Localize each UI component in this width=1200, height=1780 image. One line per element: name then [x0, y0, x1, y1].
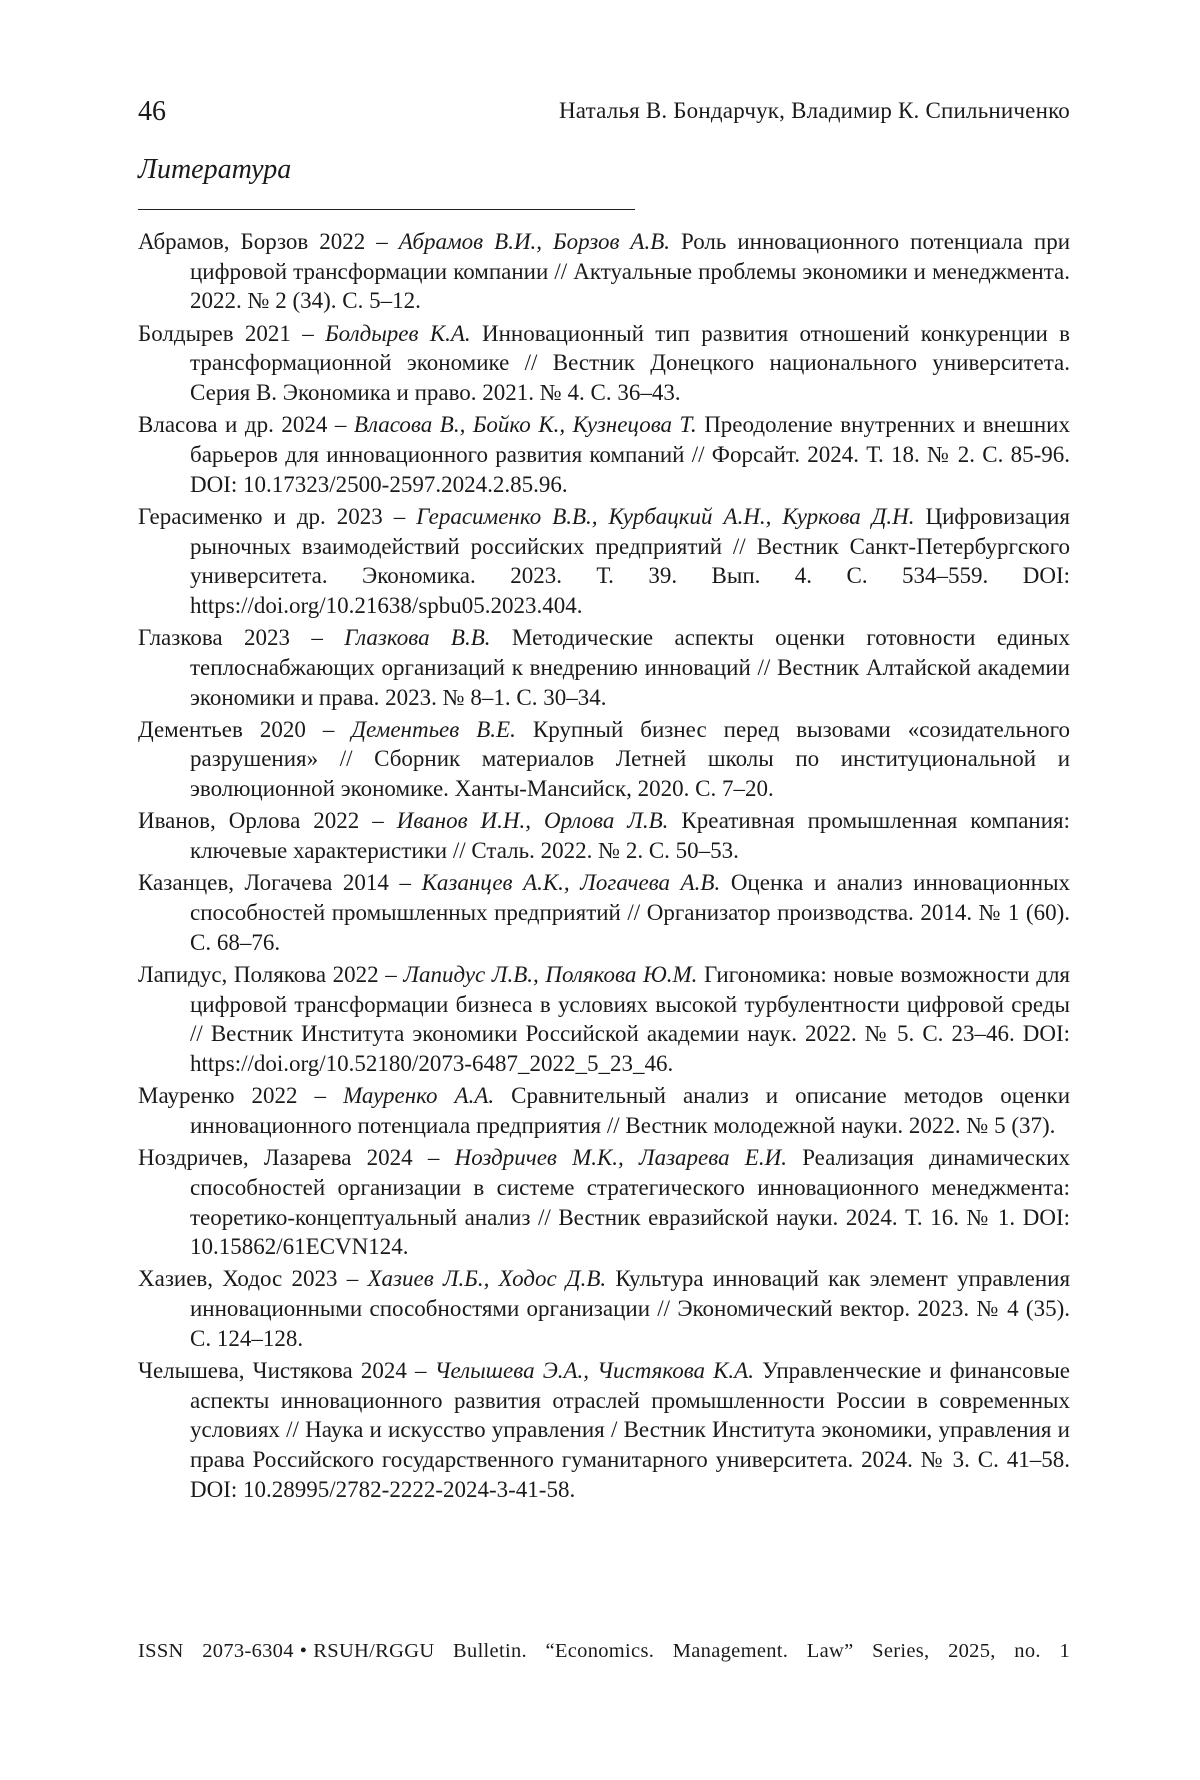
reference-authors: Иванов И.Н., Орлова Л.В.	[397, 808, 669, 833]
reference-text: Реализация дина­мических способностей организации в системе стратегического иннова­ционного менеджмента: теоретико-концептуальный анализ // Вестник ев­разийской науки. 2024. Т. 16. № 1. DOI: 10.15862/61ECVN124.	[190, 1145, 1070, 1259]
section-title: Литература	[138, 154, 291, 186]
reference-item	[138, 1264, 1070, 1353]
reference-authors: Власова В., Бойко К., Кузнецова Т.	[354, 412, 697, 437]
reference-authors: Мауренко А.А.	[343, 1083, 494, 1108]
reference-item	[138, 623, 1070, 712]
reference-key: Болдырев 2021 –	[138, 321, 314, 346]
reference-text: Оценка и анализ ин­новационных способностей промышленных предприятий // Организатор производства. 2014. № 1 (60). С. 68–76.	[190, 870, 1070, 954]
issn-label: ISSN 2073-6304	[138, 1640, 294, 1662]
reference-authors: Челышева Э.А., Чистякова К.А.	[435, 1358, 754, 1383]
running-head: Наталья В. Бондарчук, Владимир К. Спильниченко	[559, 98, 1070, 124]
reference-key: Казанцев, Логачева 2014 –	[138, 870, 411, 895]
reference-authors: Глазкова В.В.	[344, 625, 490, 650]
journal-citation: RSUH/RGGU Bulletin. “Economics. Management. Law” Series, 2025, no. 1	[313, 1640, 1070, 1662]
reference-item	[138, 1143, 1070, 1262]
page-header	[138, 96, 1070, 132]
reference-item	[138, 960, 1070, 1079]
reference-text: Методические аспекты оценки готовности еди­ных теплоснабжающих организаций к внедрению инноваций // Вестник Алтайской академии экономики и права. 2023. № 8–1. С. 30–34.	[190, 625, 1070, 709]
reference-key: Хазиев, Ходос 2023 –	[138, 1266, 358, 1291]
section-divider	[138, 209, 635, 210]
reference-item	[138, 319, 1070, 408]
page-footer	[138, 1640, 1070, 1663]
reference-item	[138, 227, 1070, 316]
reference-key: Мауренко 2022 –	[138, 1083, 326, 1108]
reference-key: Власова и др. 2024 –	[138, 412, 346, 437]
reference-text: Гигономика: новые воз­можности для цифровой трансформации бизнеса в условиях высокой тур­булентности цифровой среды // Вестник Института экономики Россий­ской академии наук. 2022. № 5. С. 23–46. DOI: https://doi.org/10.52180/2073-6487_2022_5_23_46.	[190, 962, 1070, 1076]
reference-key: Ноздричев, Лазарева 2024 –	[138, 1145, 439, 1170]
reference-item	[138, 1356, 1070, 1505]
reference-key: Лапидус, Полякова 2022 –	[138, 962, 397, 987]
reference-authors: Абрамов В.И., Борзов А.В.	[399, 229, 670, 254]
reference-text: Управленческие и финансовые аспекты инновационного развития отраслей промышленности России в современных условиях // Наука и искусство управления / Вестник Института экономики, управления и права Российского государственно­го гуманитарного университета. 2024. № 3. С. 41–58. DOI: 10.28995/2782-2222-2024-3-41-58.	[190, 1358, 1070, 1502]
reference-key: Герасименко и др. 2023 –	[138, 504, 405, 529]
reference-item	[138, 410, 1070, 499]
reference-item	[138, 715, 1070, 804]
reference-item	[138, 868, 1070, 957]
reference-text: Инновационный тип развития отношений кон­куренции в трансформационной экономике // Вестник Донецкого нацио­нального университета. Серия В. Экономика и право. 2021. № 4. С. 36–43.	[190, 321, 1070, 405]
reference-key: Челышева, Чистякова 2024 –	[138, 1358, 426, 1383]
reference-authors: Герасименко В.В., Курбацкий А.Н., Куркова Д.Н.	[416, 504, 914, 529]
reference-item	[138, 502, 1070, 621]
reference-key: Иванов, Орлова 2022 –	[138, 808, 384, 833]
reference-list	[138, 227, 1070, 1507]
reference-text: Сравнительный анализ и описание методов оценки инновационного потенциала предприятия // Вестник молодежной науки. 2022. № 5 (37).	[190, 1083, 1070, 1138]
reference-authors: Болдырев К.А.	[325, 321, 471, 346]
reference-authors: Хазиев Л.Б., Ходос Д.В.	[367, 1266, 606, 1291]
reference-text: Культура инноваций как элемент управления инновационными способностями организации // Экономиче­ский вектор. 2023. № 4 (35). С. 124–128.	[190, 1266, 1070, 1350]
reference-authors: Дементьев В.Е.	[351, 717, 515, 742]
reference-authors: Казанцев А.К., Логачева А.В.	[422, 870, 721, 895]
reference-text: Преодоление внутрен­них и внешних барьеров для инновационного развития компаний // Фор­сайт. 2024. Т. 18. № 2. С. 85-96. DOI: 10.17323/2500-2597.2024.2.85.96.	[190, 412, 1070, 496]
page-number: 46	[138, 96, 166, 128]
reference-authors: Ноздричев М.К., Лазарева Е.И.	[455, 1145, 787, 1170]
reference-item	[138, 806, 1070, 865]
reference-text: Циф­ровизация рыночных взаимодействий российских предприятий // Вест­ник Санкт-Петербургского университета. Экономика. 2023. Т. 39. Вып. 4. С. 534–559. DOI: https://doi.org/10.21638/spbu05.2023.404.	[190, 504, 1070, 618]
reference-authors: Лапидус Л.В., Полякова Ю.М.	[403, 962, 697, 987]
reference-text: Крупный бизнес перед вызовами «созида­тельного разрушения» // Сборник материалов Летней школы по институ­циональной и эволюционной экономике. Ханты-Мансийск, 2020. С. 7–20.	[190, 717, 1070, 801]
reference-key: Дементьев 2020 –	[138, 717, 334, 742]
reference-text: Роль инновационного потен­циала при цифровой трансформации компании // Актуальные проблемы экономики и менеджмента. 2022. № 2 (34). С. 5–12.	[190, 229, 1070, 313]
reference-key: Абрамов, Борзов 2022 –	[138, 229, 388, 254]
reference-item	[138, 1081, 1070, 1140]
reference-text: Креативная промышленная компания: ключевые характеристики // Сталь. 2022. № 2. С. 50–53.	[190, 808, 1070, 863]
footer-separator: •	[300, 1640, 307, 1662]
reference-key: Глазкова 2023 –	[138, 625, 323, 650]
